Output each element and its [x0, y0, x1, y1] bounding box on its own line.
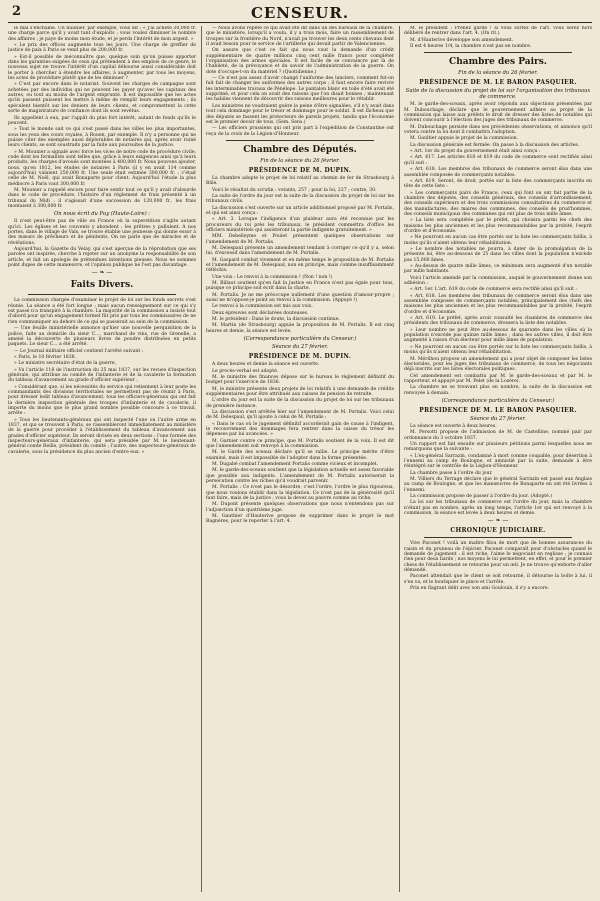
paragraph: L'ordre du jour est la suite de la discussion du projet de loi sur les tribunaux de première instance.	[206, 398, 394, 409]
paragraph: La chambre adopte le projet de loi relatif au chemin de fer de Strasbourg à Bâle.	[206, 175, 394, 187]
paragraph: Il n'est peut-être pas de ville en France où la superstition s'agite autant qu'ici. Les églises et les couvents y abondent ; les prêtres y pullulent. A nos portes, dans le village de Vals, se trouve établie une jeunesse qui donne essor à des mœurs de prêcheurs et de pénitents. On ne parle que de miracles et de révélations.	[8, 219, 196, 246]
correspondence-heading: On nous écrit du Puy (Haute-Loire) :	[53, 211, 150, 218]
session-subtitle: Fin de la séance du 26 février.	[260, 157, 340, 164]
paragraph: M. Dubouchage persiste dans ses précédentes observations, et annonce qu'il votera contre la loi dont il combattra l'adoption.	[404, 124, 592, 136]
column-3	[404, 26, 592, 894]
paragraph: On assure que c'est ce fait qui nous vaut la demande d'un crédit supplémentaire de quatre millions cinq cent mille francs pour compléter l'organisation des armes spéciales. Il est facile de se convaincre par là de l'habileté, de la prévoyance et du savoir de l'administration de la guerre. On dote d'occupe-t-on du matériel ? (Quotidienne.)	[206, 48, 394, 75]
paragraph: M. le garde-des-sceaux, après avoir répondu aux objections présentées par M. Dubouchage, déclare que le gouvernement adhère au projet de la commission qui laisse aux préfets le droit de dresser des listes de notables qui doivent concourir à l'élection des juges des tribunaux de commerce.	[404, 102, 592, 124]
presidency-line: PRÉSIDENCE DE M. DUPIN.	[248, 353, 352, 361]
paragraph: « Art. 617. Les articles 618 et 619 du code de commerce sont rectifiés ainsi qu'il suit :	[404, 155, 592, 166]
paragraph: La loi sur les tribunaux de commerce est l'ordre du jour, mais la chambre n'étant pas en nombre, après un long temps, l'article 1er qui est renvoyé à la commission, la séance est levée à deux heures et demie.	[404, 500, 592, 517]
column-divider	[399, 26, 400, 892]
paragraph: « Le prix des offices augmente tous les jours. Une charge de greffier de justice de paix à Paris se vend plus de 200,000 fr.	[8, 43, 196, 54]
paragraph: Deux épreuves sont déclarées douteuses.	[212, 310, 309, 316]
paragraph: M. Portalis : Ce n'est pas le désordre, c'est l'ordre, l'ordre le plus rigoureux, que nous voulons établir dans la législation. Ce n'est pas de la générosité qu'il faut faire, mais de la justice ; vous la devez au pauvre comme au riche.	[206, 485, 394, 502]
paragraph: La chambre passe à l'ordre du jour.	[410, 470, 493, 476]
paragraph: » Est-il possible de méconnaître que, quelque soin qu'on puisse apporter dans les garanties exigées de ceux qui prétendent à des emplois de ce genre, le nouveau sujet ne trouve l'intérêt d'un capital débourse aussi considérable doit le porter à chercher à étendre les affaires, à augmenter, par tous les moyens, les actes de procédure plutôt que de les diminuer ?	[8, 54, 196, 82]
paragraph: — Le Journal militaire officiel contient l'arrêté suivant :	[14, 348, 144, 354]
paragraph: » Tous les lieutenants-généraux qui ont inspecté l'une ou l'autre arme en 1837, et qui se trouvent à Paris, se rassembleront immédiatement au ministère de la guerre pour procéder à l'établissement du tableau d'avancement aux grades d'officier supérieur. Ils seront divisés en deux sections : l'une formée des inspecteurs-généraux d'infanterie, qui sera présidée par M. le lieutenant-général comte Reille, président du comité ; l'autre, des inspecteurs-généraux de cavalerie, sous la présidence du plus ancien d'entre eux. »	[8, 417, 196, 455]
section-rule	[424, 52, 572, 53]
paragraph: La commission chargée d'examiner le projet de loi sur les fonds secrets s'est réunie. La séance a été fort longue ; mais aucun renseignement sur ce qui s'y est passé n'a transpiré à la chambre. La majorité de la commission a insisté tout d'abord pour qu'un engagement formel fût pris par tous les commissaires de ne rien communiquer au dehors de ce qui se passerait au sein de la commission.	[8, 298, 196, 325]
paragraph: Voici l'article amendé par la commission, auquel le gouvernement donne son adhésion :	[404, 275, 592, 287]
paragraph: Un rapport est fait ensuite sur plusieurs pétitions parmi lesquelles nous ne remarquons que la suivante :	[404, 441, 592, 453]
paragraph: Le procès-verbal est adopté.	[212, 368, 279, 374]
paragraph: M. le garde-des-sceaux soutient que la législation actuelle est assez favorable que possible aux indigents. L'amendement de M. Portalis autoriserait la persécution contre les riches qu'il voudrait parvenir.	[206, 468, 394, 485]
page-header	[10, 4, 590, 22]
presidency-line: PRÉSIDENCE DE M. LE BARON PASQUIER.	[419, 79, 577, 87]
paragraph: le mal s'enchaîne. Un huissier, par exemple, vous dit : « J'ai acheté 30,000 fr. une charge parce qu'il y avait tant d'exploits ; vous voulez diminuer le nombre des affaires ; je paye de moins mon étude, et je perds l'intérêt de mon argent. »	[8, 26, 196, 42]
paragraph: M. Portalis. Je ne me préoccupe nullement d'une question d'amour-propre ; aussi ne m'oppose-je point au renvoi à la commission. (Appuyé !)	[206, 292, 394, 304]
paragraph: MM. Debelleyme et Poulet présentent quelques observations sur l'amendement de M. Portalis.	[206, 234, 394, 245]
correspondence-heading: (Correspondance particulière du Censeur.)	[441, 397, 555, 404]
paragraph: M. le ministre des finances dépose sur le bureau le règlement définitif du budget pour l'exercice de 1836.	[206, 374, 394, 386]
column-divider	[201, 26, 202, 892]
paragraph: » Tout le monde sait ce qui s'est passé dans les villes les plus importantes, sous les yeux des cours royales, à Rouen, par exemple. Il n'y a personne qui ne puisse citer des exemples aussi déplorables de notaires qui, après avoir ruiné leurs clients, se sont soustraits par la fuite aux poursuites de la justice.	[8, 127, 196, 149]
paragraph: Aujourd'hui, la Gazette du Velay, qui s'est aperçue de la réprobation que ses paroles ont inspirée, cherche à rejeter sur un anonyme la responsabilité de son article, et fait un apologie de prétendues intentions pieuses. Nous ne sommes point dupes de cette manœuvre, et l'opinion publique ne l'est pas davantage.	[8, 247, 196, 269]
paragraph: » Considérant que, si les nécessités du service qui retiennent à leur poste les commandants des divisions territoriales ne permettent pas de réunir à Paris, pour dresser ledit tableau d'avancement, tous les officiers-généraux qui ont fait la dernière inspection générale des troupes d'infanterie et de cavalerie, il importe du moins que le plus grand nombre possible concoure à ce travail, arrête :	[8, 384, 196, 417]
paragraph: Cet amendement est combattu par M. le garde-des-sceaux et par M. le rapporteur, et appuyé par M. Pelet (de la Lozère).	[404, 373, 592, 384]
paragraph: « Art. 619. Le préfet, après avoir consulté les chambres de commerce des présidents des tribunaux de commerce, dressera la liste des notables.	[404, 316, 592, 327]
column-2	[206, 26, 394, 894]
paragraph: M. Dupont présente quelques observations que nous n'entendons pas sur l'adjonction d'un quatrième juge.	[206, 502, 394, 513]
paragraph: « Paris, le 10 février 1838.	[14, 354, 76, 360]
paragraph: Voici le résultat du scrutin : votants, 257 ; pour la loi, 227 ; contre, 30.	[212, 187, 377, 193]
paragraph: — Ce n'est pas assez d'avoir changé l'uniforme des lanciers, comment fut-on fait fait de changer les uniformes des autres corps ; il faut encore faire revivre les interminables travaux de Pénélope. Le pantalon blanc en toile d'été avait été supprimé, et pour cela on avait des raisons que l'on disait bonnes ; maintenant les habiles viennent de découvrir des raisons meilleures pour le rétablir.	[206, 76, 394, 103]
paragraph: — Nous avons répété ce qui avait été dit dans un des bureaux de la chambre, que le ministère, lorsqu'il a voulu, il y a trois mois, faire un rassemblement de troupes sur la frontière du Nord, n'avait pu trouver les deux cents chevaux dont il avait besoin pour le service de l'artillerie qui devait partir de Valenciennes.	[206, 26, 394, 48]
header-rule	[8, 22, 592, 23]
paragraph: M. le Garde des sceaux déclare qu'il se rallie. Le principe mérite d'être examiné, mais il est impossible de l'adopter dans la forme présentée.	[206, 450, 394, 461]
correspondence-heading: (Correspondance particulière du Censeur.)	[243, 336, 357, 343]
paragraph: M. d'Hauterive développe son amendement.	[410, 37, 514, 43]
session-subtitle: Séance du 27 février.	[470, 415, 526, 422]
paragraph: M. le ministre présente deux projets de loi relatifs à une demande de crédits supplémentaires pour être attribués aux caisses de pension de retraite.	[206, 386, 394, 397]
paragraph: « Art. 618. Les membres des tribunaux de commerce seront élus dans une assemblée composée de commerçants notables.	[404, 167, 592, 178]
paragraph: M. Gauthier d'Hauterive propose de supprimer dans le projet le mot Bagnères, pour le reporter à l'art. 4.	[206, 514, 394, 525]
paragraph: Une voix : Le renvoi à la commission ! (Non ! non !)	[212, 274, 333, 280]
section-title-faits-divers: Faits Divers.	[70, 280, 134, 291]
page-number: 2	[12, 4, 22, 19]
paragraph: » C'est par encore dans le notariat. Souvent les charges de campagne sont achetées par des individus qui ne peuvent les payer qu'avec les capitaux des autres, ou tout au moins de l'argent emprunté. Il est impossible que les actes qu'ils passent puissent les mettre à même de remplir leurs engagements ; ils spéculent bientôt sur les deniers de leurs clients, et compromettent la cette sorte de magistrature de confiance dont ils sont revêtus.	[8, 82, 196, 115]
paragraph: M. Garnier contre ce principe, que M. Portalis soutient de la voix. Il est dit que l'amendement soit renvoyé à la commission.	[206, 438, 394, 449]
paragraph: La discussion générale est fermée. On passe à la discussion des articles.	[410, 142, 580, 148]
paragraph: M. Delespaul présente un amendement tendant à corriger ce qu'il y a, selon lui, d'excessif dans l'amendement de M. Portalis.	[206, 246, 394, 257]
paragraph: M. Mérilhou propose un amendement qui a pour objet de composer les listes électorales, pour les juges des tribunaux de commerce, de tous les négociants déjà inscrits sur les listes électorales politiques.	[404, 356, 592, 373]
paragraph: » Au-dessus de quatre mille âmes, ce minimum sera augmenté d'un notable par mille habitants.	[404, 264, 592, 275]
paragraph: » Leur nombre ne peut être au-dessous de quarante dans les villes où la population n'excède pas quinze mille âmes ; dans les autres villes, il doit être augmenté à raison d'un électeur pour mille âmes de population.	[404, 327, 592, 344]
paragraph: Le renvoi à la commission est mis aux voix.	[212, 304, 313, 310]
paragraph: » M. Mounier a signalé avec force les vices de notre code de procédure civile, code dont les formalités sont telles que, grâce à leurs exigences ainsi qu'à leurs produits, les charges d'avoués sont montées à 400,000 fr. Nous pouvons ajouter, nous, qu'en 1812, les études de notaires à Paris (il y en avait 114 comme aujourd'hui) valaient 250,000 fr. Une seule était estimée 300,000 fr. ; c'était celle de M. Noël, qui avait Bonaparte pour client. Aujourd'hui l'étude la plus médiocre à Paris vaut 300,000 fr.	[8, 149, 196, 187]
title-rule	[28, 294, 176, 295]
paragraph: Paconet attendait que le client se soit retourné, il détourne la boîte à lui, il s'en va, et le boutiquier le pince et l'arrête.	[404, 574, 592, 585]
paragraph: Il est 4 heures 1/4, la chambre n'est pas en nombre.	[410, 44, 532, 50]
paragraph: » Les commerçants pairs de France, ceux qui font ou ont fait partie de la chambre des députés, des conseils généraux, des conseils d'arrondissement, des conseils supérieurs et des trois commissions consultatives du commerce et des manufactures, des maires des communes, des conseils de prud'hommes, des conseils municipaux des communes qui ont plus de trois mille âmes.	[404, 190, 592, 217]
discussion-subtitle: Suite de la discussion du projet de loi sur l'organisation des tribunaux de commerce.	[405, 88, 591, 101]
paragraph: « Art. 618. Les membres des tribunaux de commerce seront élus dans une assemblée composée de commerçants notables, principalement des chefs des maisons les plus anciennes et les plus recommandables par la probité, l'esprit d'ordre et d'économie.	[404, 293, 592, 315]
paragraph: A deux heures et demie la séance est ouverte.	[212, 362, 320, 368]
paragraph: M. Gaspard combat vivement et en même temps le proposition de M. Portalis et l'amendement de M. Delespaul, non en principe, mais comme insuffisamment réfléchis.	[206, 257, 394, 274]
paragraph: « L'ex-général Sarrazin, condamné à mort comme coupable, pour désertion à l'ennemi au camp de Boulogne, et amnistié par la suite, demande à être réintégré sur le contrôle de la Légion-d'Honneur.	[404, 453, 592, 470]
column-1	[8, 26, 196, 894]
paragraph: Les ministres ne voudraient guère la peine d'être signalées, s'il n'y avait dans tout cela dommage pour le trésor et dommage pour le soldat. Il est fâcheux que des députés se fassent les protecteurs de pareils projets, tandis que l'économie est le premier devoir de tous. (Sem. Sens.)	[206, 103, 394, 125]
paragraph: — Une feuille ministérielle annonce qu'hier une nouvelle perquisition de la police, faite au domicile du sieur C..., marchand de vins, rue de Grenelle, a amené la découverte de plusieurs livres de poudre distribuées en petits paquets. Le sieur C... a été arrêté.	[8, 326, 196, 348]
paragraph: La suite de l'ordre du jour est la suite de la discussion du projet de loi sur les tribunaux civils.	[206, 193, 394, 205]
paragraph: » La liste sera complétée par le préfet, qui choisira parmi les chefs des maisons les plus anciennes et les plus recommandables par la probité, l'esprit d'ordre et d'économie.	[404, 218, 592, 234]
section-title-chambre-pairs: Chambre des Pairs.	[449, 57, 547, 68]
presidency-line: PRÉSIDENCE DE M. DUPIN.	[248, 166, 352, 174]
paragraph: — Les officiers prussiens qui ont pris part à l'expédition de Constantine ont reçu de la croix de la Légion-d'Honneur.	[206, 126, 394, 137]
paragraph: » Le ministre secrétaire d'état de la guerre,	[14, 361, 117, 367]
paragraph: « Dans le cas où le jugement définitif accorderait gain de cause à l'indigent, le recouvrement des dommages fera rentrer dans la caisse du trésor les dépenses par lui avancées. »	[206, 421, 394, 438]
session-subtitle: Fin de la séance du 26 février.	[458, 70, 538, 77]
title-rule	[424, 537, 572, 538]
paragraph: Vive Paconet ! voilà un maître filou de mort que de bonnes assurances du raisin et du pruneau de l'épicier. Paconet comparaît pour d'obstacles quand le demande de jugement : il est riche, l'aime le négociant en reglisse ; je connais rien pour deux liards ; nos moyens le lui permettent, en effet, et pour le premier chess de l'établissement se retourne pour un œil. Je ne trouve qu'enhorte d'aller démandé.	[404, 541, 592, 574]
paragraph: » Le nombre des notables ne pourra, à dater de la promulgation de la présente loi, être au-dessous de 25 dans les villes dont la population n'excède pas 15,000 âmes.	[404, 246, 592, 263]
masthead: CENSEUR.	[250, 4, 350, 22]
paragraph: M. le président : Prenez garde ! si vous sortez de l'art. vous serez hors délibéré de rentrer dans l'art. 4. (On rit.)	[404, 26, 592, 37]
paragraph: La séance est ouverte à deux heures.	[410, 423, 497, 429]
paragraph: » Ne pourront en aucun cas être portés sur la liste les commerçants faillis, à moins qu'ils n'aient obtenu leur réhabilitation.	[404, 344, 592, 356]
session-subtitle: Séance du 27 février.	[272, 344, 328, 351]
paragraph: « Art. 1er. L'art. 619 du code de commerce sera rectifié ainsi qu'il suit :	[410, 287, 577, 293]
paragraph: M. Gaultier appuie le projet de la commission.	[410, 136, 519, 142]
section-title-chronique: CHRONIQUE JUDICIAIRE.	[450, 527, 546, 535]
ornament-divider: — ❧ —	[487, 517, 509, 525]
paragraph: « Art. 1er du projet du gouvernement était ainsi conçu :	[410, 149, 541, 155]
section-title-chambre-deputes: Chambre des Députés.	[243, 144, 357, 155]
paragraph: Ils appellent à eux, par l'appât du plus fort intérêt, autant de fonds qu'ils le peuvent.	[8, 115, 196, 126]
paragraph: M. le président : Dans le doute, la discussion continue.	[212, 317, 340, 323]
paragraph: M. Villiers du Terrage déclare que le général Sarrazin est passé aux Anglais au camp de Boulogne, et que les manœuvres de Bonaparte en ont été livrées à l'ennemi.	[404, 477, 592, 493]
paragraph: » Vu l'article 118 de l'instruction du 25 mai 1837, sur les revues d'inspection générale, qui attribue au comité de l'infanterie et de la cavalerie la formation du tableau d'avancement au grade d'officier supérieur ;	[8, 367, 196, 384]
paragraph: « Art. 3. Lorsque l'indigence d'un plaideur aura été reconnue par les procureurs du roi près les tribunaux, le président commettra d'office les officiers ministériels qui assisteront la partie indigente gratuitement. »	[206, 217, 394, 233]
paragraph: La commission propose de passer à l'ordre du jour. (Adopté.)	[410, 494, 553, 500]
paragraph: » Ne pourront en aucun cas être portés sur la liste les commerçants faillis, à moins qu'ils n'aient obtenu leur réhabilitation.	[404, 235, 592, 246]
paragraph: M. Martin (de Strasbourg) appuie la proposition de M. Portalis. Il est cinq heures et demie, la séance est levée.	[206, 323, 394, 334]
paragraph: M. Persotti propose de l'admission de M. de Castelline, nommé pair par ordonnance du 3 octobre 1837.	[404, 430, 592, 441]
paragraph: M. Dugabé combat l'amendement Portalis comme vicieux et incomplet.	[212, 462, 379, 467]
paragraph: « Art. 619. Seront, de droit, portés sur la liste des commerçants inscrits en tête de cette liste :	[404, 178, 592, 190]
presidency-line: PRÉSIDENCE DE M. LE BARON PASQUIER.	[419, 406, 577, 414]
ornament-divider: — ❧ —	[91, 269, 113, 277]
paragraph: M. Billaut soutient qu'en fait la justice en France n'est pas égale pour tous, puisque ce principe soit écrit dans la charte.	[206, 281, 394, 292]
section-rule	[226, 140, 374, 141]
paragraph: Prix en flagrant délit avec son ami Goulouin, il s'y a encore.	[410, 586, 550, 592]
paragraph: M. Mounier a rappelé encore pour faire sentir tout ce qu'il y avait d'absurde dans le code de procédure, l'histoire d'un règlement de frais présenté à un tribunal du Midi : il s'agissait d'une succession de 120,000 fr., les frais montaient à 300,000 fr.	[8, 187, 196, 209]
paragraph: La discussion s'est ouverte sur un article additionnel proposé par M. Portalis, et qui est ainsi conçu :	[206, 205, 394, 216]
paragraph: La chambre ne se trouvant plus en nombre, la suite de la discussion est renvoyée à demain.	[404, 385, 592, 396]
paragraph: La discussion s'est arrêtée hier sur l'amendement de M. Portalis. Voici celui de M. Delespaul, qu'il ajoute à celui de M. Portalis :	[206, 409, 394, 421]
